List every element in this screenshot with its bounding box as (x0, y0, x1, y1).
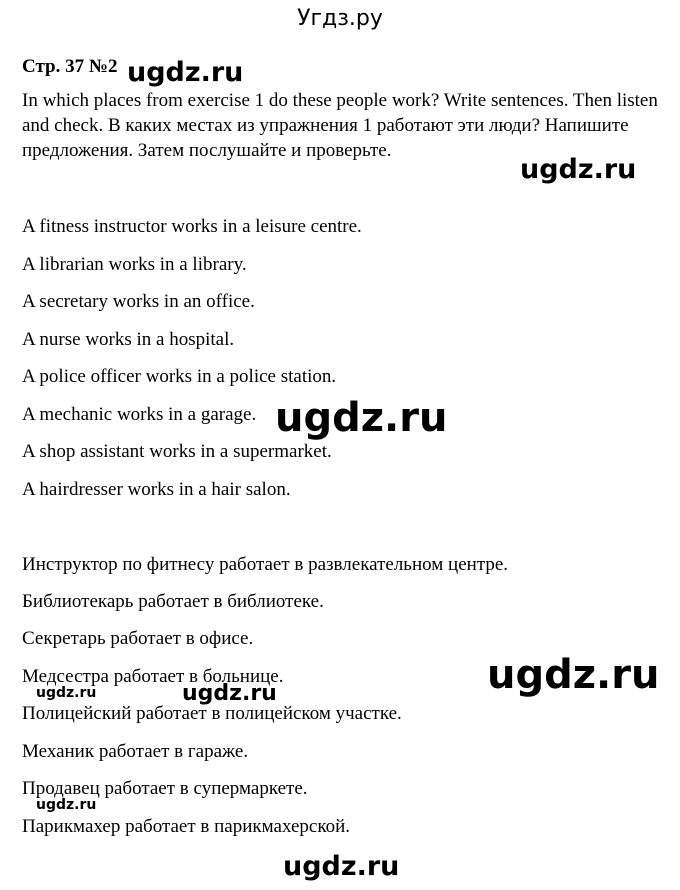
watermark: ugdz.ru (275, 395, 448, 441)
russian-sentence: Секретарь работает в офисе. (22, 628, 254, 649)
watermark: ugdz.ru (283, 851, 400, 882)
english-sentence: A secretary works in an office. (22, 291, 255, 312)
russian-sentence: Инструктор по фитнесу работает в развлекательном центре. (22, 554, 509, 575)
english-sentence: A police officer works in a police station. (22, 366, 337, 387)
russian-sentence: Парикмахер работает в парикмахерской. (22, 816, 351, 837)
russian-sentence: Полицейский работает в полицейском участке. (22, 703, 402, 724)
page-heading: Стр. 37 №2 (22, 56, 118, 77)
russian-sentence: Механик работает в гараже. (22, 741, 249, 762)
watermark: ugdz.ru (520, 154, 637, 185)
english-sentence: A hairdresser works in a hair salon. (22, 479, 291, 500)
watermark: ugdz.ru (487, 652, 660, 698)
watermark: ugdz.ru (127, 57, 244, 88)
exercise-instructions: In which places from exercise 1 do these people work? Write sentences. Then listen and check. В каких местах из упражнения 1 работают эти люди? Напишите предложения. Затем послушайте и проверьте. (22, 90, 658, 161)
russian-sentence: Медсестра работает в больнице. (22, 666, 284, 687)
english-sentence: A shop assistant works in a supermarket. (22, 441, 332, 462)
english-sentence: A mechanic works in a garage. (22, 404, 257, 425)
site-title: Угдз.ру (297, 6, 383, 31)
english-sentence: A librarian works in a library. (22, 254, 247, 275)
watermark: ugdz.ru (36, 797, 97, 813)
english-sentence: A fitness instructor works in a leisure centre. (22, 216, 362, 237)
watermark: ugdz.ru (182, 681, 277, 706)
english-sentence: A nurse works in a hospital. (22, 329, 235, 350)
watermark: ugdz.ru (36, 685, 97, 701)
russian-sentence: Библиотекарь работает в библиотеке. (22, 591, 324, 612)
russian-sentence: Продавец работает в супермаркете. (22, 778, 308, 799)
